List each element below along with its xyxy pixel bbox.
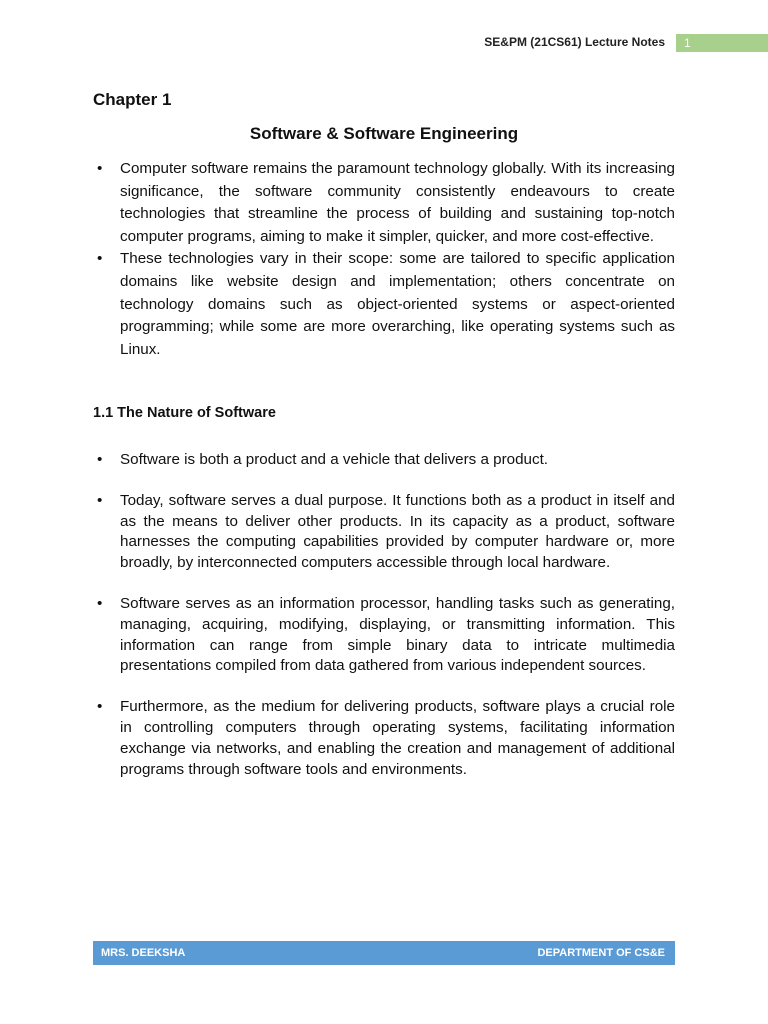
nature-bullet: • Software is both a product and a vehicle that delivers a product. [93, 450, 675, 471]
footer-department: DEPARTMENT OF CS&E [537, 947, 665, 959]
intro-bullet: • These technologies vary in their scope: some are tailored to specific application domains like website design and implementation; others concentrate on technology domains such as object-oriented systems or aspect-oriented programming; while some are more overarching, like operating systems such as Linux. [93, 248, 675, 361]
nature-bullet: • Furthermore, as the medium for delivering products, software plays a crucial role in controlling computers through operating systems, facilitating information exchange via networks, and enabling the creation and management of additional programs through software tools and environments. [93, 697, 675, 780]
intro-bullet-list [93, 158, 675, 361]
nature-bullet: • Software serves as an information processor, handling tasks such as generating, managing, acquiring, modifying, displaying, or transmitting information. This information can range from simple binary data to intricate multimedia presentations compiled from data gathered from various independent sources. [93, 594, 675, 677]
nature-bullet: • Today, software serves a dual purpose. It functions both as a product in itself and as the means to deliver other products. In its capacity as a product, software harnesses the computing capabilities provided by computer hardware or, more broadly, by interconnected computers accessible through local hardware. [93, 491, 675, 574]
page-number: 1 [676, 34, 768, 52]
header-title: SE&PM (21CS61) Lecture Notes [484, 35, 665, 49]
section-heading: 1.1 The Nature of Software [93, 405, 276, 421]
page-header [0, 34, 768, 52]
intro-bullet: • Computer software remains the paramount technology globally. With its increasing significance, the software community consistently endeavours to create technologies that streamline the process of building and sustaining top-notch computer programs, aiming to make it simpler, quicker, and more cost-effective. [93, 158, 675, 248]
chapter-label: Chapter 1 [93, 90, 172, 109]
footer-author: MRS. DEEKSHA [101, 947, 186, 959]
chapter-title: Software & Software Engineering [249, 124, 519, 143]
page-footer [93, 941, 675, 965]
nature-bullet-list [93, 450, 675, 780]
